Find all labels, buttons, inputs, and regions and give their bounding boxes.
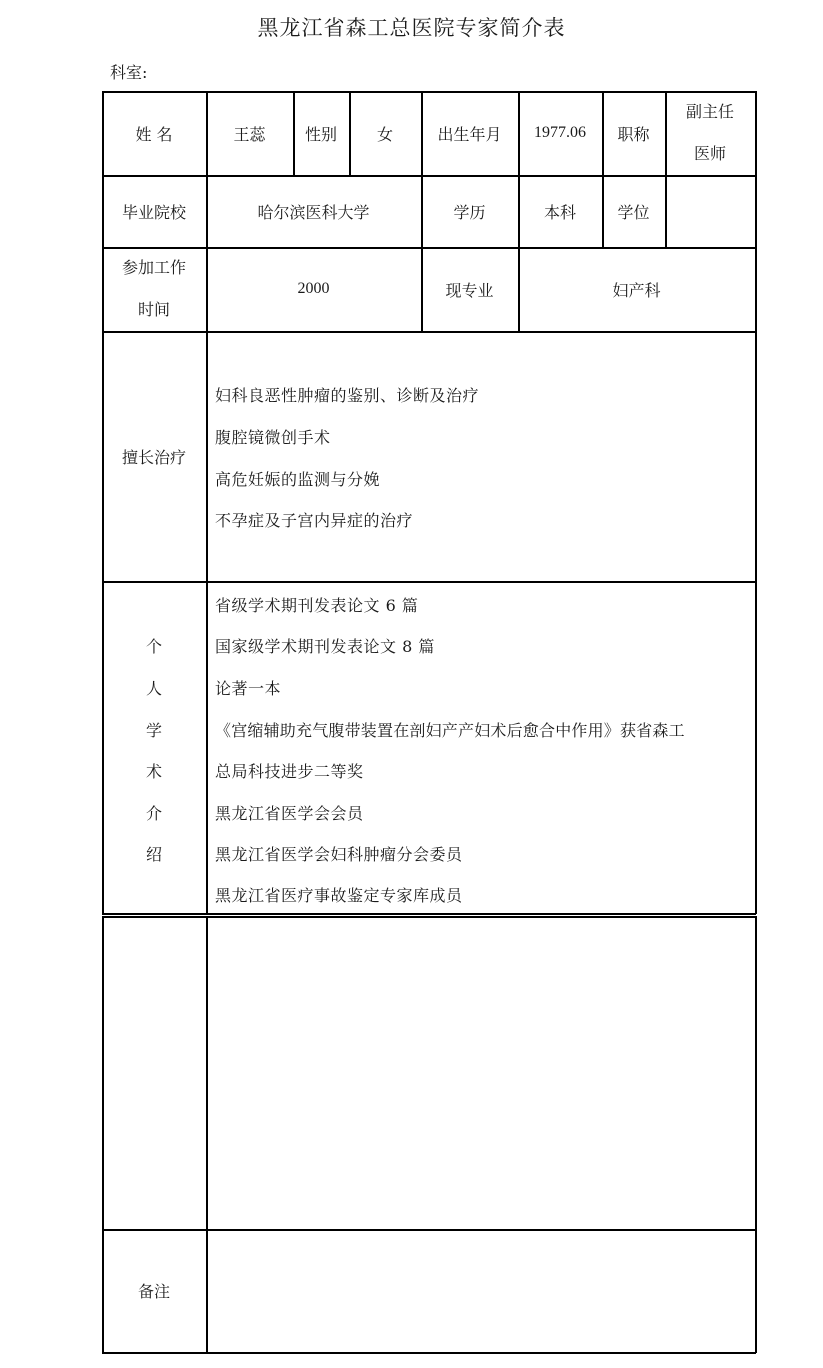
expertise-item: 妇科良恶性肿瘤的鉴别、诊断及治疗 (215, 386, 480, 405)
academic-label-char: 绍 (145, 845, 162, 864)
title-value (665, 91, 755, 175)
gender-value: 女 (376, 124, 393, 144)
academic-item: 黑龙江省医学会妇科肿瘤分会委员 (215, 845, 463, 864)
work-start-value: 2000 (297, 280, 330, 297)
department-label: 科室: (110, 63, 148, 82)
blank-row-label (102, 916, 206, 1229)
table-border (755, 91, 757, 914)
work-start-label (102, 247, 206, 331)
remarks-value (206, 1229, 755, 1352)
work-start-label-line2: 时间 (137, 300, 170, 319)
birth-value: 1977.06 (534, 124, 586, 141)
table-border (102, 1352, 756, 1354)
remarks-label: 备注 (137, 1282, 170, 1301)
title-label: 职称 (617, 124, 650, 144)
academic-label-char: 介 (145, 804, 162, 823)
page-title: 黑龙江省森工总医院专家简介表 (257, 16, 566, 40)
academic-item: 《宫缩辅助充气腹带装置在剖妇产产妇术后愈合中作用》获省森工 (215, 721, 685, 740)
school-value: 哈尔滨医科大学 (257, 202, 370, 222)
academic-label-char: 术 (145, 762, 162, 781)
academic-item: 总局科技进步二等奖 (215, 762, 364, 781)
expertise-item: 不孕症及子宫内异症的治疗 (215, 511, 414, 530)
academic-item: 论著一本 (215, 679, 282, 698)
education-value: 本科 (543, 202, 576, 222)
title-value-line2: 医师 (693, 144, 726, 163)
expertise-item: 腹腔镜微创手术 (215, 428, 331, 447)
degree-label: 学位 (617, 202, 650, 222)
blank-row-value (206, 916, 755, 1229)
birth-label: 出生年月 (437, 124, 502, 144)
name-value: 王蕊 (233, 124, 266, 144)
table-border (755, 916, 757, 1353)
academic-label-char: 学 (145, 721, 162, 740)
degree-value (665, 175, 755, 247)
academic-item: 国家级学术期刊发表论文 8 篇 (215, 637, 435, 656)
table-border (102, 913, 756, 915)
education-label: 学历 (453, 202, 486, 222)
academic-item: 黑龙江省医学会会员 (215, 804, 364, 823)
expertise-item: 高危妊娠的监测与分娩 (215, 470, 381, 489)
academic-label-char: 人 (145, 679, 162, 698)
academic-item: 黑龙江省医疗事故鉴定专家库成员 (215, 886, 463, 905)
specialty-label: 现专业 (445, 280, 494, 300)
specialty-value: 妇产科 (612, 280, 661, 300)
school-label: 毕业院校 (121, 202, 186, 222)
title-value-line1: 副主任 (685, 102, 734, 121)
expertise-label: 擅长治疗 (121, 447, 186, 467)
work-start-label-line1: 参加工作 (121, 258, 186, 277)
academic-item: 省级学术期刊发表论文 6 篇 (215, 596, 419, 615)
gender-label: 性别 (304, 124, 337, 144)
name-label: 姓 名 (135, 124, 173, 144)
academic-label-char: 个 (145, 637, 162, 656)
table-border (102, 581, 756, 583)
